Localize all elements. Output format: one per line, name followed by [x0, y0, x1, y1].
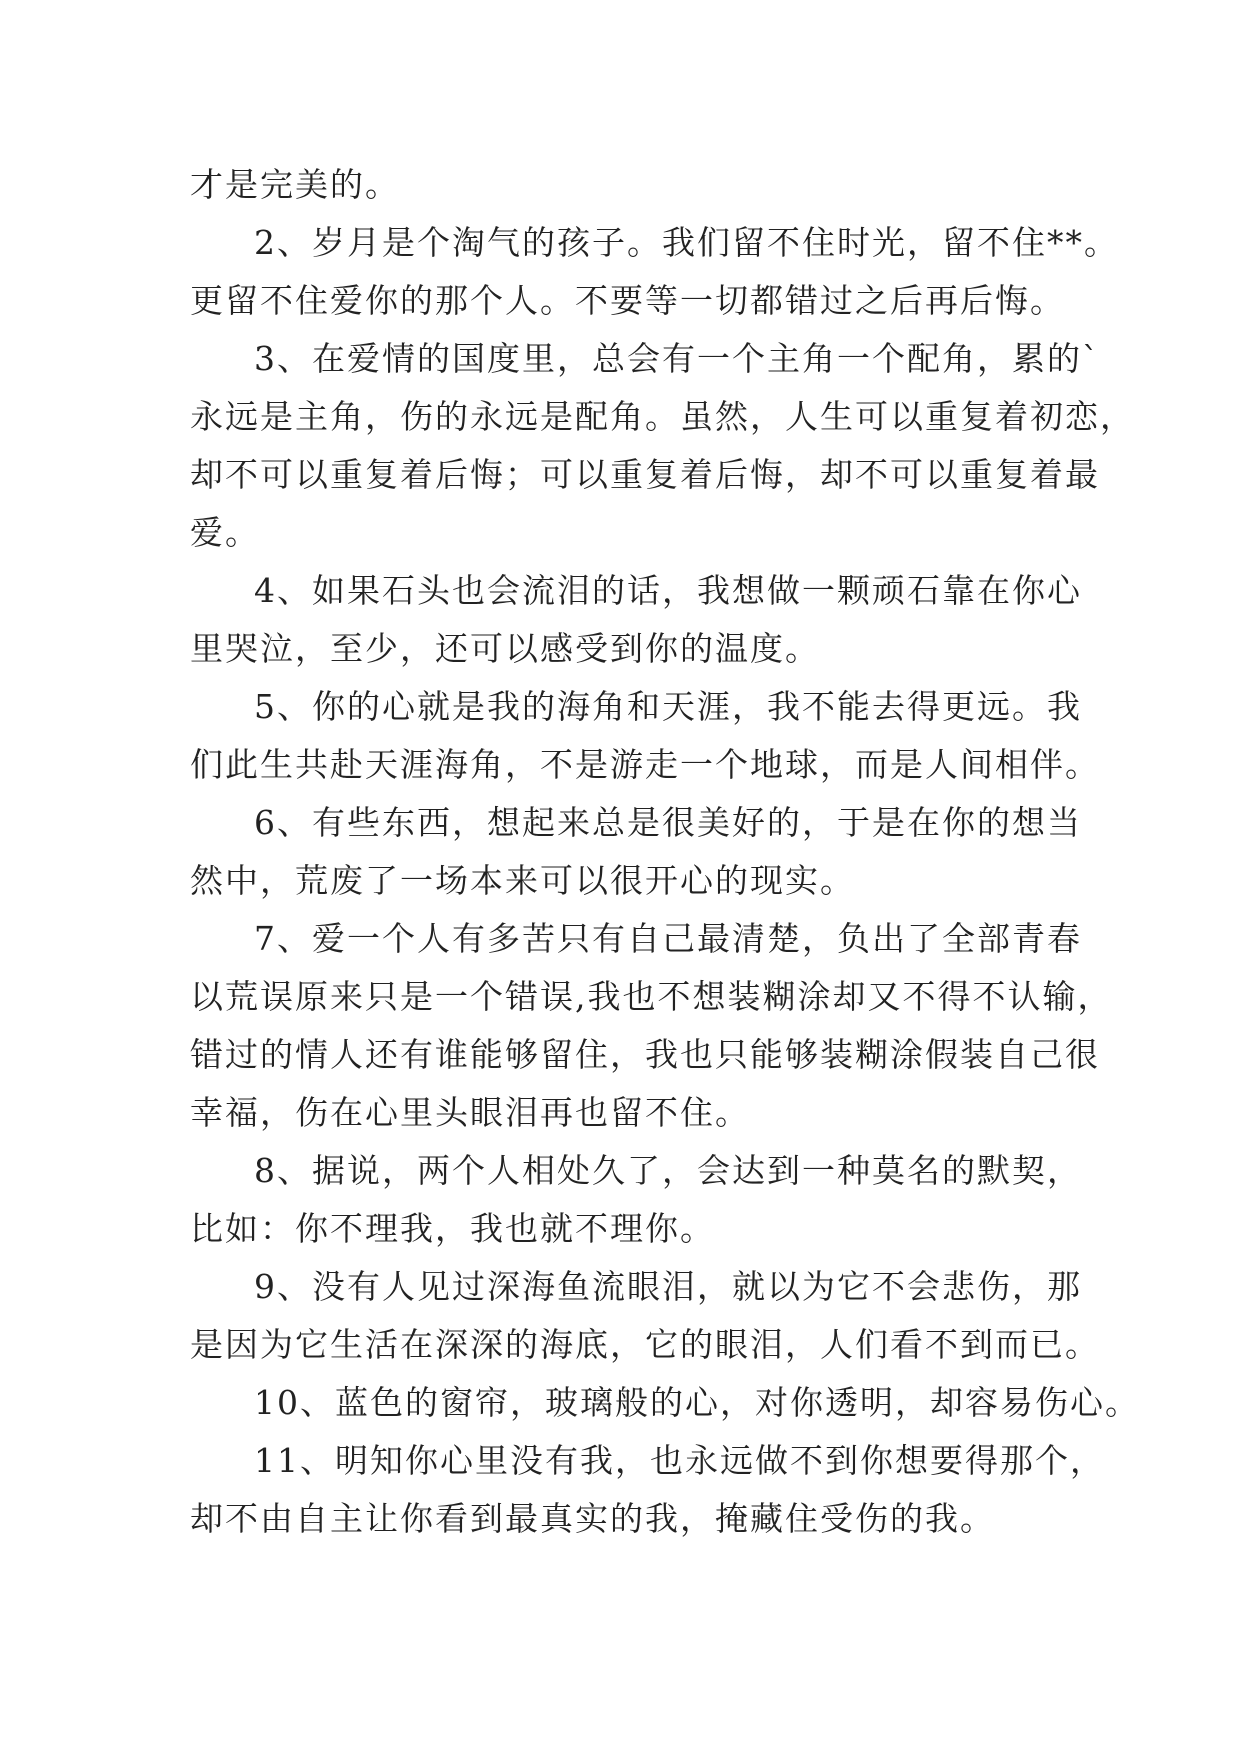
text-line: 更留不住爱你的那个人。不要等一切都错过之后再后悔。 [190, 281, 1065, 320]
text-line: 错过的情人还有谁能够留住，我也只能够装糊涂假装自己很 [190, 1035, 1100, 1074]
text-line: 10、蓝色的窗帘，玻璃般的心，对你透明，却容易伤心。 [254, 1383, 1140, 1422]
text-line: 是因为它生活在深深的海底，它的眼泪，人们看不到而已。 [190, 1325, 1100, 1364]
text-line: 却不由自主让你看到最真实的我，掩藏住受伤的我。 [190, 1499, 995, 1538]
text-line: 2、岁月是个淘气的孩子。我们留不住时光，留不住**。 [254, 223, 1119, 262]
text-line: 6、有些东西，想起来总是很美好的，于是在你的想当 [254, 803, 1082, 842]
text-line: 然中，荒废了一场本来可以很开心的现实。 [190, 861, 855, 900]
text-line: 永远是主角，伤的永远是配角。虽然，人生可以重复着初恋， [190, 397, 1135, 436]
text-line: 8、据说，两个人相处久了，会达到一种莫名的默契， [254, 1151, 1082, 1190]
text-line: 爱。 [190, 513, 260, 552]
text-line: 4、如果石头也会流泪的话，我想做一颗顽石靠在你心 [254, 571, 1082, 610]
text-line: 幸福，伤在心里头眼泪再也留不住。 [190, 1093, 750, 1132]
text-line: 7、爱一个人有多苦只有自己最清楚，负出了全部青春 [254, 919, 1082, 958]
text-line: 5、你的心就是我的海角和天涯，我不能去得更远。我 [254, 687, 1082, 726]
text-line: 以荒误原来只是一个错误,我也不想装糊涂却又不得不认输， [190, 977, 1113, 1016]
text-line: 9、没有人见过深海鱼流眼泪，就以为它不会悲伤，那 [254, 1267, 1082, 1306]
text-line: 比如：你不理我，我也就不理你。 [190, 1209, 715, 1248]
text-line: 11、明知你心里没有我，也永远做不到你想要得那个， [254, 1441, 1105, 1480]
body-text [190, 156, 1140, 1548]
text-line: 里哭泣，至少，还可以感受到你的温度。 [190, 629, 820, 668]
text-line: 却不可以重复着后悔；可以重复着后悔，却不可以重复着最 [190, 455, 1100, 494]
text-line: 们此生共赴天涯海角，不是游走一个地球，而是人间相伴。 [190, 745, 1100, 784]
text-line: 才是完美的。 [190, 165, 400, 204]
text-line: 3、在爱情的国度里，总会有一个主角一个配角，累的` [254, 339, 1101, 378]
